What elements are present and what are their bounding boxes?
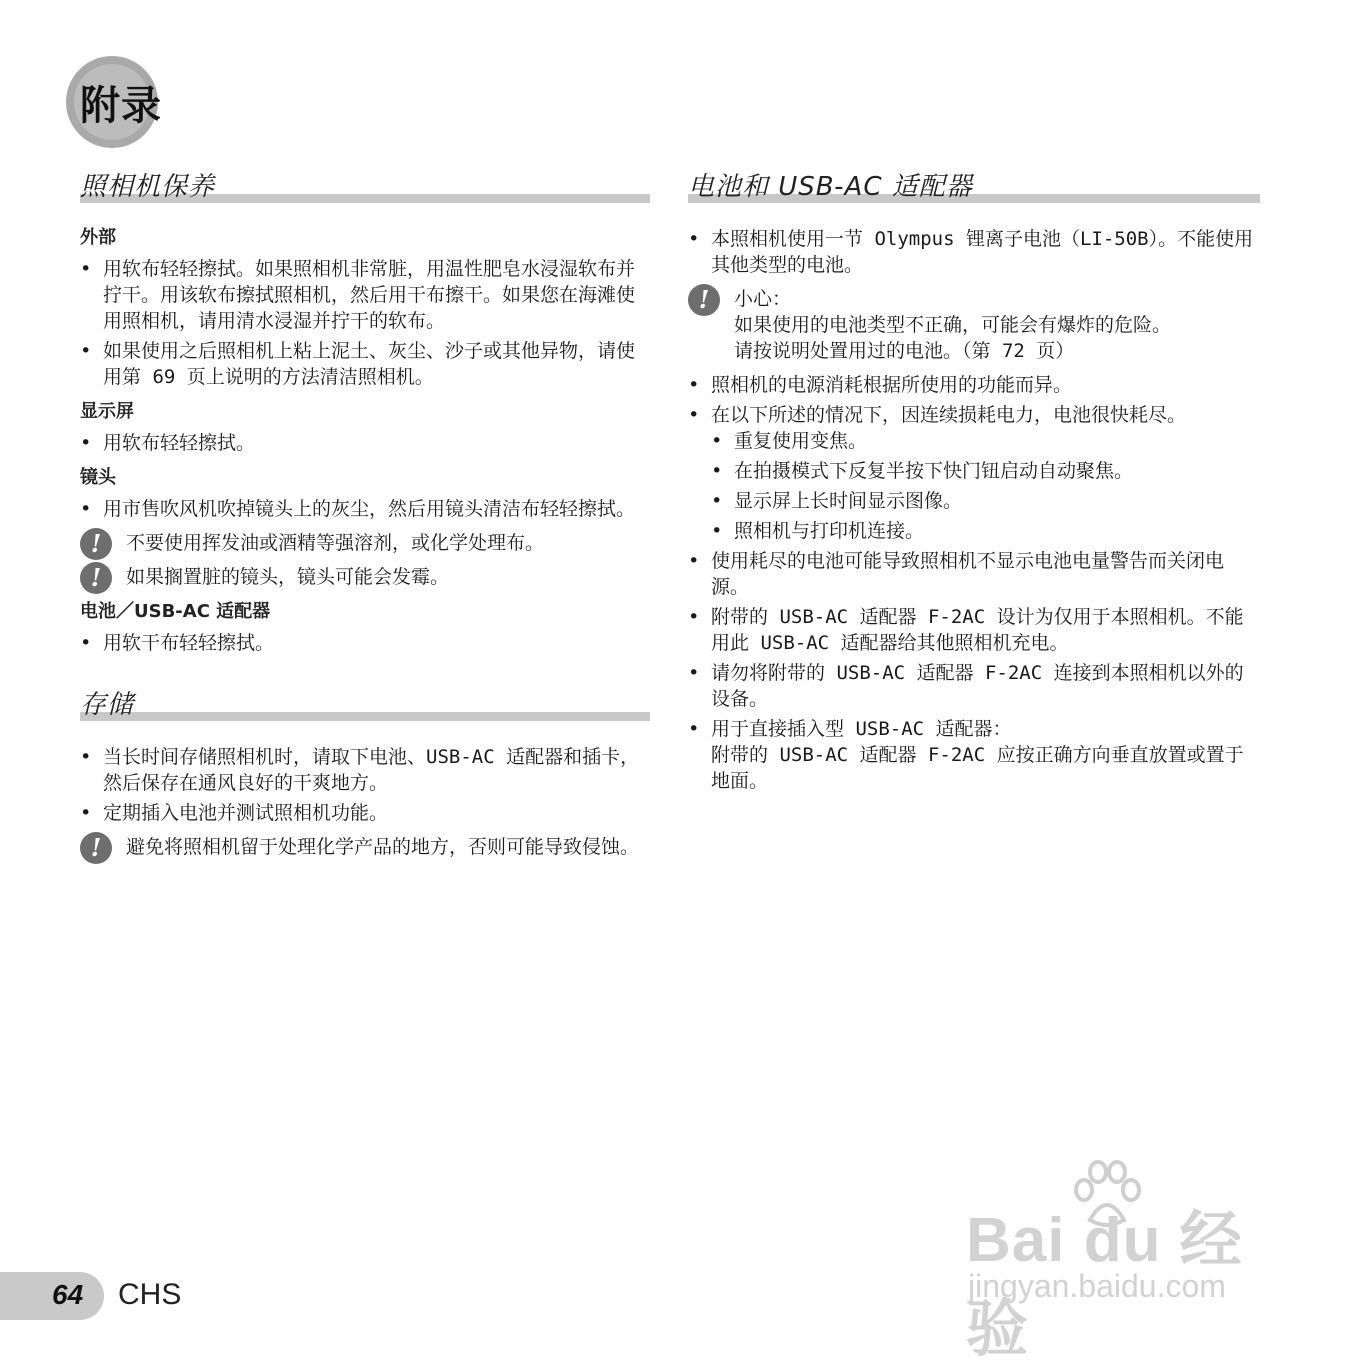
list-item: • 如果使用之后照相机上粘上泥土、灰尘、沙子或其他异物，请使用第 69 页上说明的方法清洁照相机。: [80, 338, 650, 390]
section-camera-care: [80, 166, 650, 204]
list-item: • 用软布轻轻擦拭。: [80, 430, 650, 456]
caution-icon: !: [80, 832, 112, 864]
list-item: • 本照相机使用一节 Olympus 锂离子电池（LI-50B）。不能使用其他类型的电池。: [688, 226, 1260, 278]
page-number: 64: [52, 1279, 84, 1310]
chapter-title: 附录: [80, 83, 162, 129]
list-item: [688, 402, 1260, 544]
section-storage: [80, 684, 650, 722]
caution-icon: !: [688, 284, 720, 316]
caution-text: 请按说明处置用过的电池。（第 72 页）: [734, 340, 1075, 362]
section-title: 存储: [80, 690, 135, 720]
baidu-watermark: [966, 1160, 1286, 1364]
storage-list: [80, 744, 650, 826]
language-code: CHS: [118, 1278, 182, 1311]
caution-icon: !: [80, 562, 112, 594]
list-item-text: 附带的 USB-AC 适配器 F-2AC 应按正确方向垂直放置或置于地面。: [711, 744, 1244, 792]
battery-list: [688, 226, 1260, 278]
battery-care-list: [80, 630, 650, 656]
left-column: [80, 166, 650, 868]
section-battery-adapter: [688, 166, 1260, 204]
nested-list: [711, 428, 1260, 544]
nested-list-item: • 重复使用变焦。: [711, 428, 1260, 454]
list-item-text: • 用于直接插入型 USB-AC 适配器：: [711, 718, 1012, 740]
section-title: 照相机保养: [80, 172, 216, 202]
list-item: • 用软布轻轻擦拭。如果照相机非常脏，用温性肥皂水浸湿软布并拧干。用该软布擦拭照相机，然后用干布擦干。如果您在海滩使用照相机，请用清水浸湿并拧干的软布。: [80, 256, 650, 334]
nested-list-item: • 照相机与打印机连接。: [711, 518, 1260, 544]
caution-icon: !: [80, 528, 112, 560]
list-item: • 用软干布轻轻擦拭。: [80, 630, 650, 656]
subheading-battery: 电池／USB-AC 适配器: [80, 601, 271, 622]
caution-note: [80, 834, 650, 860]
battery-list-2: [688, 372, 1260, 794]
list-item: • 附带的 USB-AC 适配器 F-2AC 设计为仅用于本照相机。不能用此 USB-AC 适配器给其他照相机充电。: [688, 604, 1260, 656]
list-item: • 照相机的电源消耗根据所使用的功能而异。: [688, 372, 1260, 398]
caution-text: 不要使用挥发油或酒精等强溶剂，或化学处理布。: [126, 532, 545, 554]
list-item: • 定期插入电池并测试照相机功能。: [80, 800, 650, 826]
watermark-url: jingyan.baidu.com: [968, 1268, 1226, 1304]
nested-list-item: • 显示屏上长时间显示图像。: [711, 488, 1260, 514]
caution-note: [80, 564, 650, 590]
monitor-list: [80, 430, 650, 456]
caution-note: [80, 530, 650, 556]
list-item: [688, 716, 1260, 794]
subheading-lens: 镜头: [80, 467, 116, 488]
list-item: • 请勿将附带的 USB-AC 适配器 F-2AC 连接到本照相机以外的设备。: [688, 660, 1260, 712]
caution-text: 如果搁置脏的镜头，镜头可能会发霉。: [126, 566, 450, 588]
list-item: • 用市售吹风机吹掉镜头上的灰尘，然后用镜头清洁布轻轻擦拭。: [80, 496, 650, 522]
watermark-brand: Bai du 经验: [966, 1206, 1243, 1364]
subheading-exterior: 外部: [80, 227, 116, 248]
caution-text: 避免将照相机留于处理化学产品的地方，否则可能导致侵蚀。: [126, 836, 640, 858]
nested-list-item: • 在拍摄模式下反复半按下快门钮启动自动聚焦。: [711, 458, 1260, 484]
subheading-monitor: 显示屏: [80, 401, 134, 422]
caution-text: 如果使用的电池类型不正确，可能会有爆炸的危险。: [734, 314, 1172, 336]
list-item: • 使用耗尽的电池可能导致照相机不显示电池电量警告而关闭电源。: [688, 548, 1260, 600]
list-item-text: 在以下所述的情况下，因连续损耗电力，电池很快耗尽。: [711, 404, 1187, 426]
exterior-list: [80, 256, 650, 390]
caution-label: 小心：: [734, 288, 792, 310]
right-column: [688, 166, 1260, 800]
list-item: • 当长时间存储照相机时，请取下电池、USB-AC 适配器和插卡，然后保存在通风良好的干爽地方。: [80, 744, 650, 796]
caution-note: [688, 286, 1260, 364]
lens-list: [80, 496, 650, 522]
section-title: 电池和 USB-AC 适配器: [688, 172, 973, 202]
